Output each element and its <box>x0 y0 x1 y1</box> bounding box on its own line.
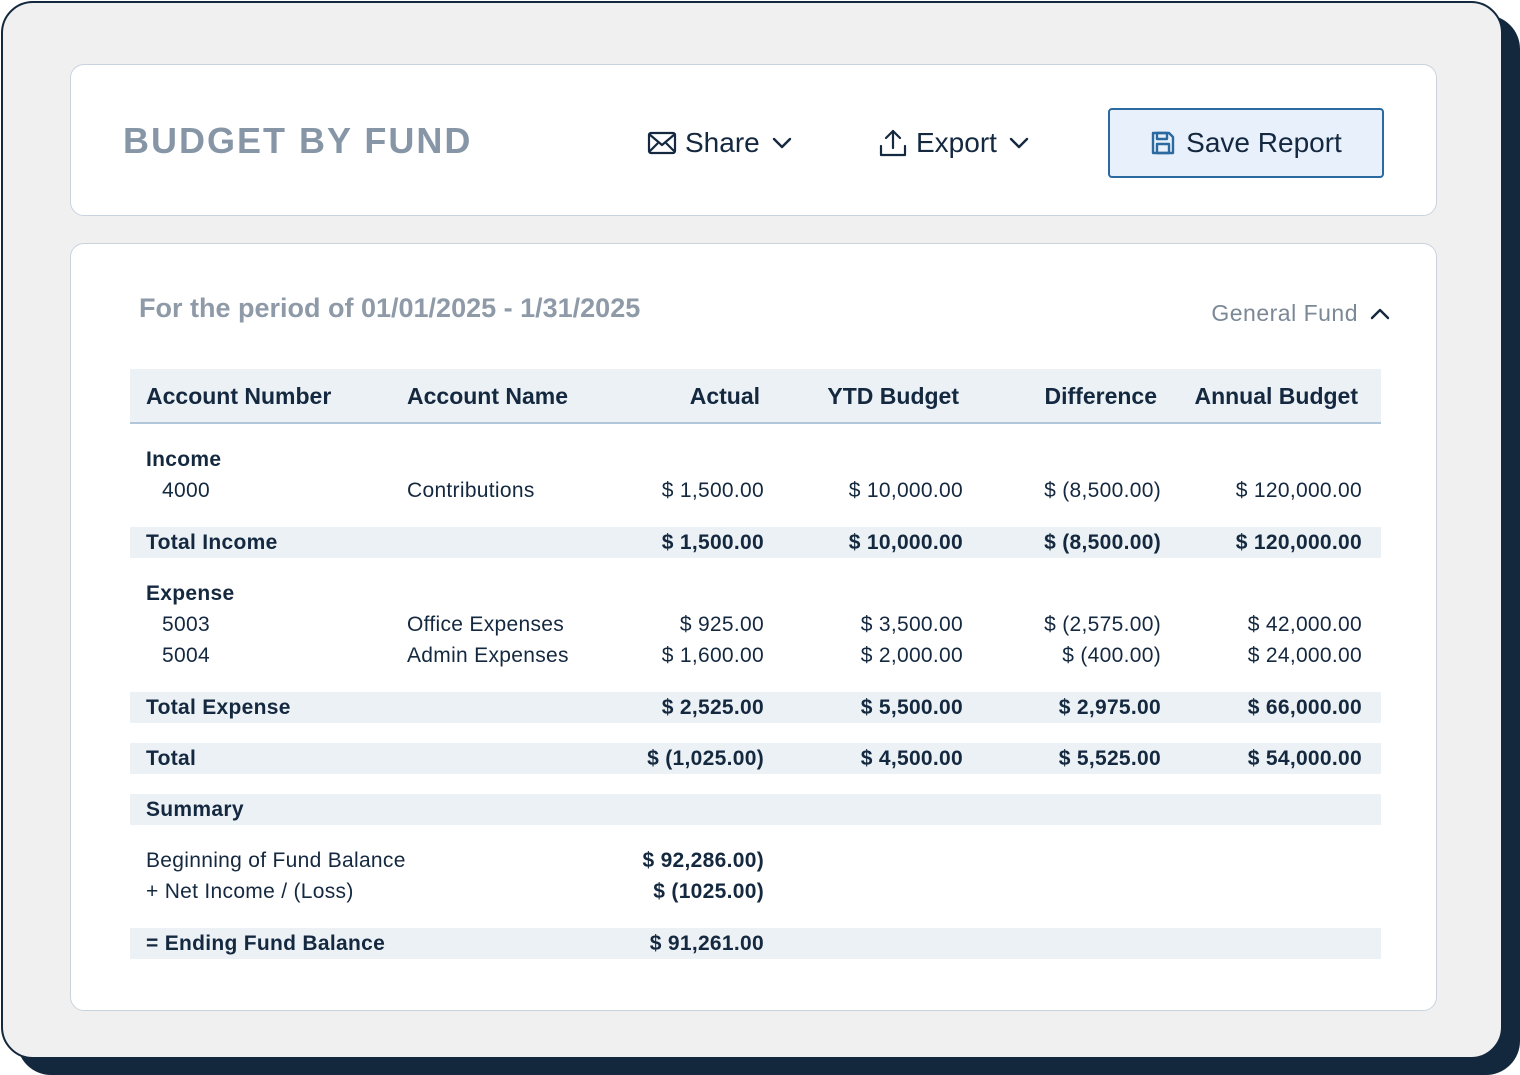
difference-value: $ (8,500.00) <box>1044 531 1161 554</box>
ytd-budget-value: $ 10,000.00 <box>848 531 963 554</box>
ytd-budget-value: $ 4,500.00 <box>860 747 963 770</box>
difference-value: $ 2,975.00 <box>1058 696 1161 719</box>
annual-budget-value: $ 120,000.00 <box>1235 479 1362 502</box>
total-label: Total <box>146 747 197 770</box>
fund-selector-label: General Fund <box>1211 300 1358 326</box>
account-name: Office Expenses <box>407 613 565 636</box>
column-header-difference[interactable]: Difference <box>1044 383 1157 409</box>
total-label: Total Income <box>146 531 278 554</box>
share-button[interactable] <box>647 125 792 161</box>
grand-total-row <box>130 743 1381 774</box>
column-header-ytd-budget[interactable]: YTD Budget <box>827 383 959 409</box>
ytd-budget-value: $ 5,500.00 <box>860 696 963 719</box>
chevron-down-icon <box>772 137 792 149</box>
table-header <box>130 369 1381 424</box>
summary-heading-row <box>130 794 1381 825</box>
upload-icon <box>878 128 908 158</box>
account-number: 5003 <box>162 613 210 636</box>
actual-value: $ 1,500.00 <box>661 479 764 502</box>
header-card <box>70 64 1437 216</box>
section-label: Expense <box>146 582 235 605</box>
net-income-row <box>130 876 1381 907</box>
export-label: Export <box>916 127 997 158</box>
difference-value: $ (8,500.00) <box>1044 479 1161 502</box>
beginning-balance-row <box>130 845 1381 876</box>
mail-icon <box>647 131 677 155</box>
table-row[interactable] <box>130 475 1381 506</box>
report-period: For the period of 01/01/2025 - 1/31/2025 <box>139 293 641 323</box>
account-number: 4000 <box>162 479 210 502</box>
annual-budget-value: $ 120,000.00 <box>1235 531 1362 554</box>
save-report-label: Save Report <box>1186 127 1342 158</box>
chevron-up-icon <box>1370 308 1390 320</box>
report-card <box>70 243 1437 1011</box>
total-label: Total Expense <box>146 696 291 719</box>
ending-balance-row <box>130 928 1381 959</box>
account-name: Admin Expenses <box>407 644 569 667</box>
annual-budget-value: $ 42,000.00 <box>1247 613 1362 636</box>
total-income-row <box>130 527 1381 558</box>
beginning-balance-label: Beginning of Fund Balance <box>146 849 406 872</box>
table-row[interactable] <box>130 640 1381 671</box>
summary-label: Summary <box>146 798 244 821</box>
ending-balance-value: $ 91,261.00 <box>649 932 764 955</box>
annual-budget-value: $ 66,000.00 <box>1247 696 1362 719</box>
column-header-annual-budget[interactable]: Annual Budget <box>1194 383 1358 409</box>
chevron-down-icon <box>1009 137 1029 149</box>
account-name: Contributions <box>407 479 535 502</box>
section-heading-expense <box>130 578 1381 609</box>
net-income-label: + Net Income / (Loss) <box>146 880 354 903</box>
ending-balance-label: = Ending Fund Balance <box>146 932 386 955</box>
table-row[interactable] <box>130 609 1381 640</box>
total-expense-row <box>130 692 1381 723</box>
annual-budget-value: $ 24,000.00 <box>1247 644 1362 667</box>
ytd-budget-value: $ 2,000.00 <box>860 644 963 667</box>
ytd-budget-value: $ 10,000.00 <box>848 479 963 502</box>
annual-budget-value: $ 54,000.00 <box>1247 747 1362 770</box>
export-button[interactable] <box>878 125 1029 161</box>
share-label: Share <box>685 127 760 158</box>
difference-value: $ (2,575.00) <box>1044 613 1161 636</box>
column-header-actual[interactable]: Actual <box>689 383 760 409</box>
fund-selector[interactable] <box>1211 300 1390 327</box>
account-number: 5004 <box>162 644 210 667</box>
section-heading-income <box>130 444 1381 475</box>
column-header-account-name[interactable]: Account Name <box>407 383 569 409</box>
actual-value: $ (1,025.00) <box>647 747 764 770</box>
difference-value: $ 5,525.00 <box>1058 747 1161 770</box>
actual-value: $ 1,600.00 <box>661 644 764 667</box>
save-report-button[interactable] <box>1108 108 1384 178</box>
difference-value: $ (400.00) <box>1062 644 1161 667</box>
actual-value: $ 2,525.00 <box>661 696 764 719</box>
ytd-budget-value: $ 3,500.00 <box>860 613 963 636</box>
section-label: Income <box>146 448 222 471</box>
actual-value: $ 925.00 <box>679 613 764 636</box>
column-header-account-number[interactable]: Account Number <box>146 383 332 409</box>
net-income-value: $ (1025.00) <box>653 880 764 903</box>
actual-value: $ 1,500.00 <box>661 531 764 554</box>
beginning-balance-value: $ 92,286.00) <box>642 849 764 872</box>
floppy-disk-icon <box>1150 130 1176 156</box>
page-title: BUDGET BY FUND <box>123 120 473 161</box>
